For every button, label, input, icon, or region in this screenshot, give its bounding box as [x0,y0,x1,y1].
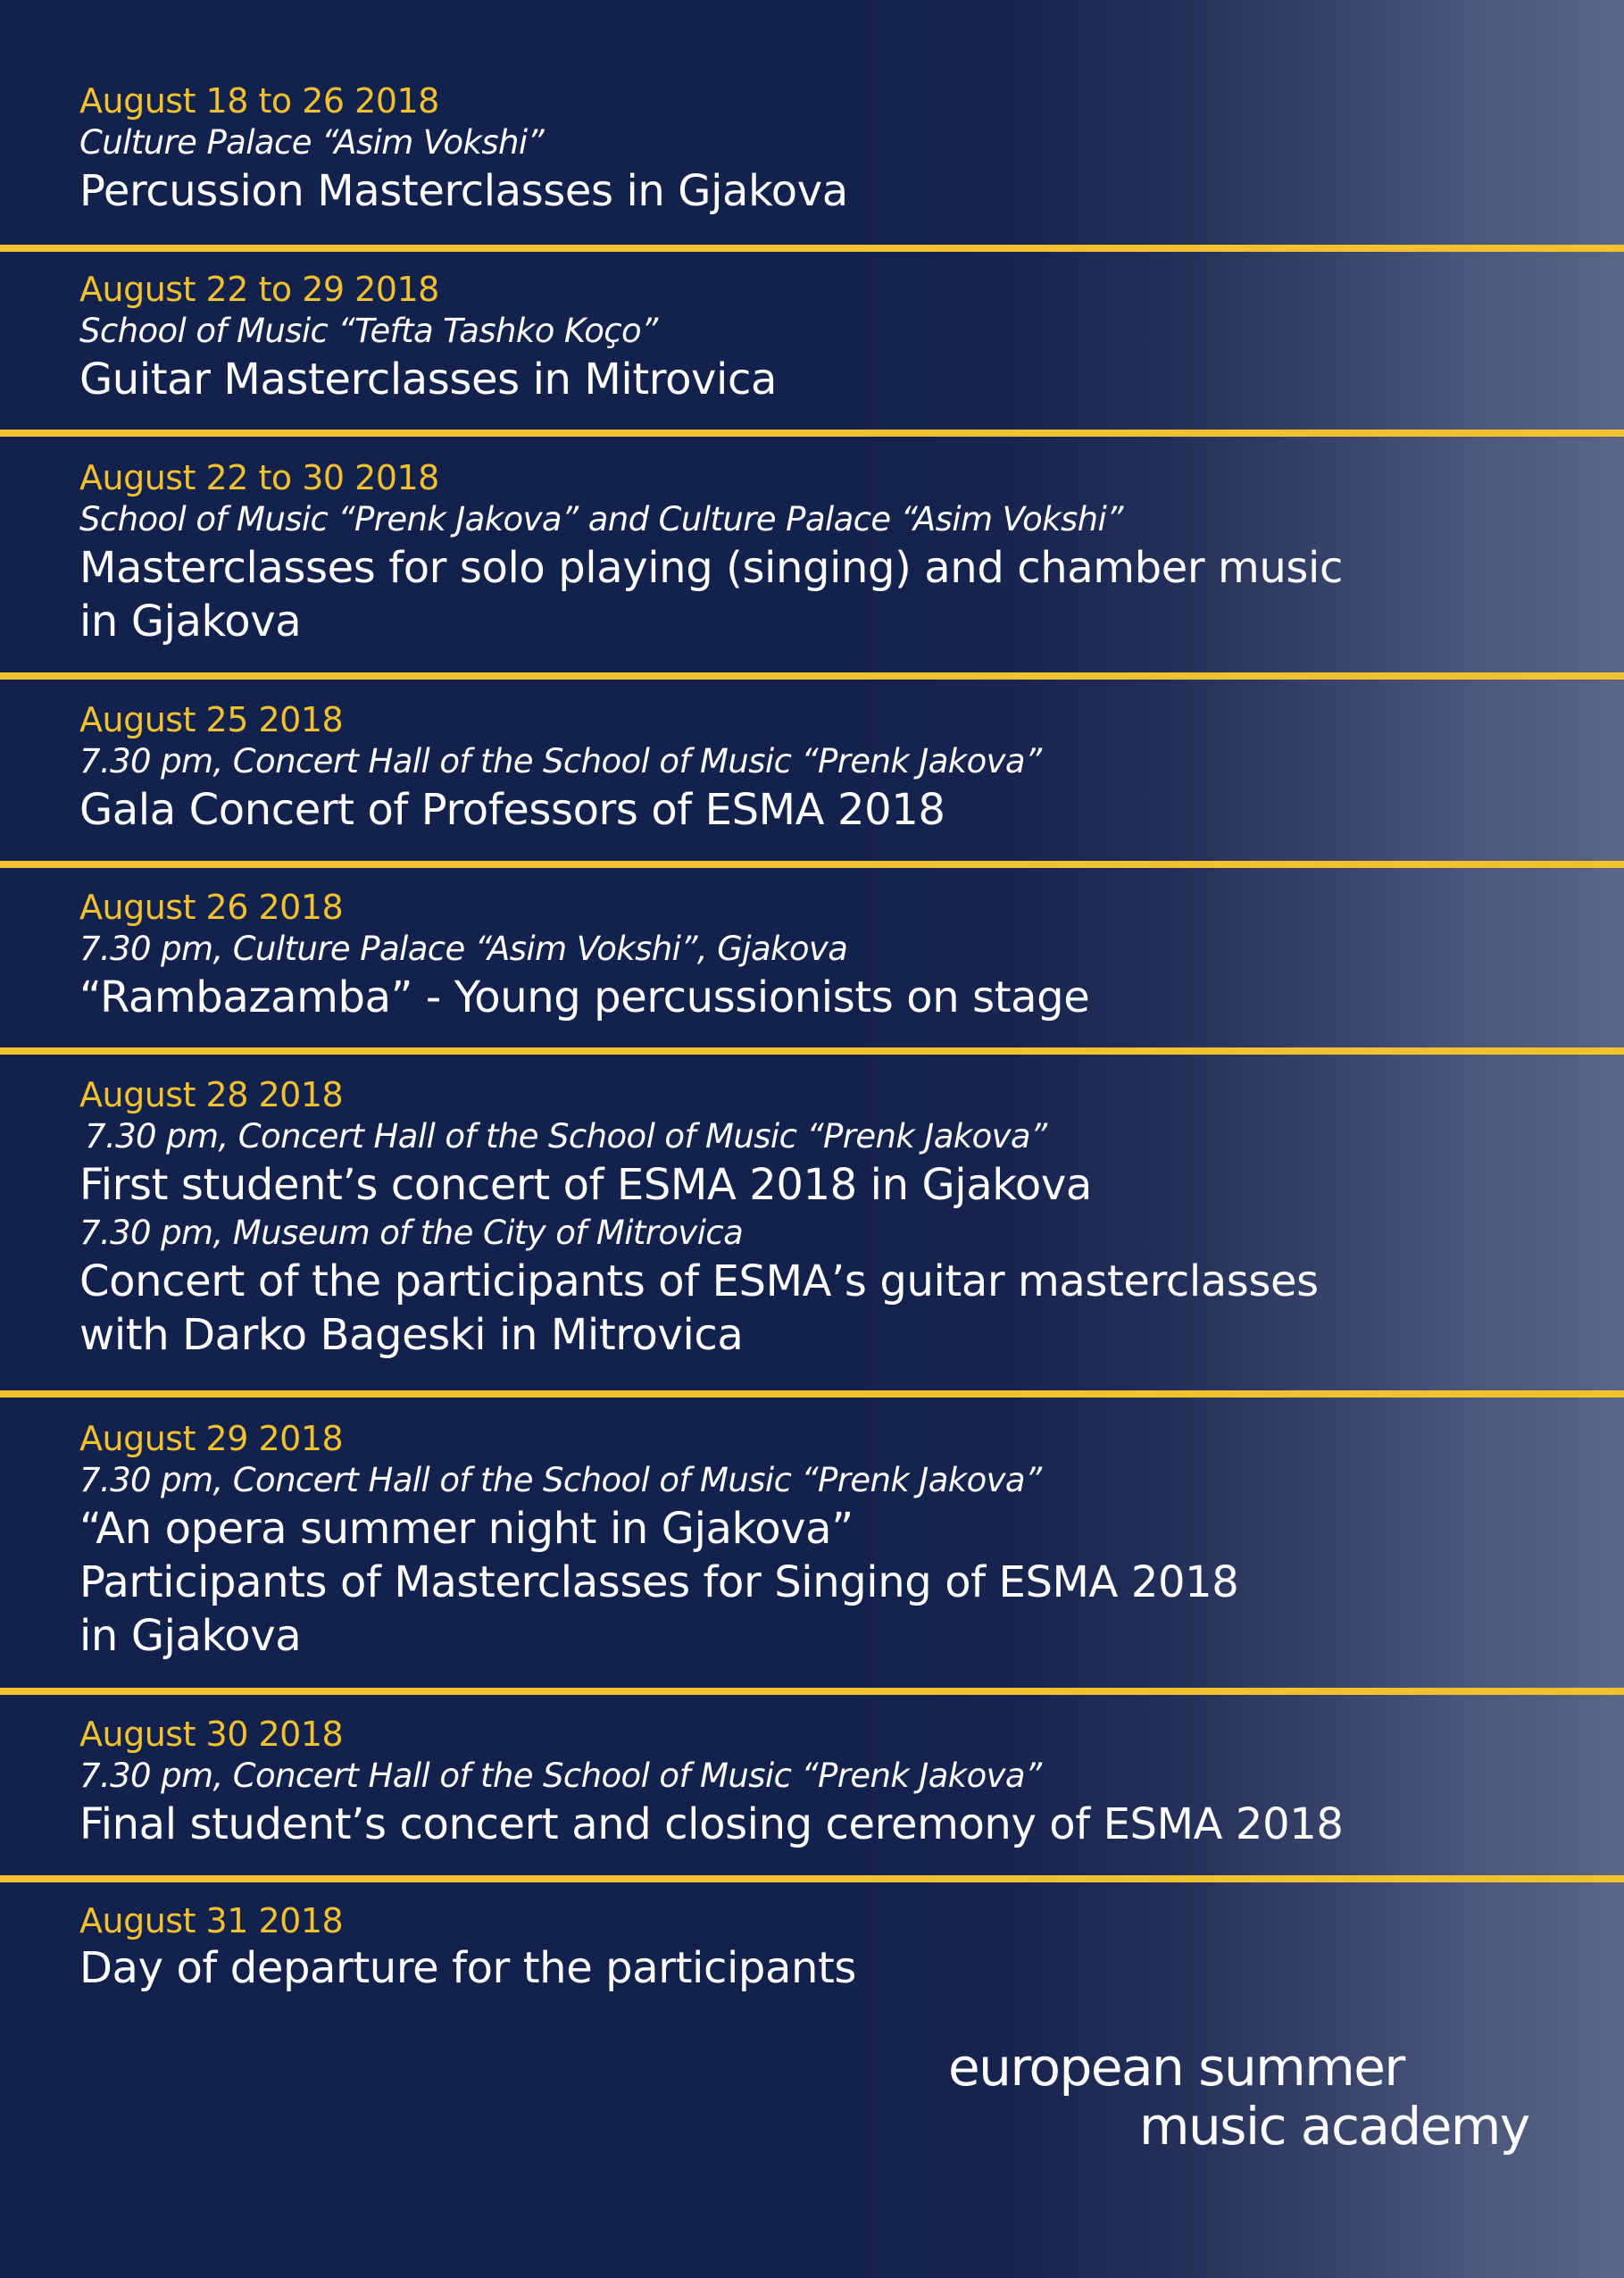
event-venue: Culture Palace “Asim Vokshi” [79,123,545,162]
esma-logo [948,2038,1573,2156]
event-date: August 26 2018 [79,888,344,927]
event-title: Final student’s concert and closing ceremony of ESMA 2018 [79,1799,1344,1849]
logo-line-2: music academy [1139,2096,1529,2157]
event-venue: 7.30 pm, Concert Hall of the School of Music “Prenk Jakova” [79,1461,1042,1499]
event-date: August 22 to 29 2018 [79,270,439,309]
event-item [79,699,1562,837]
logo-line-1: european summer [948,2037,1404,2098]
divider [0,1688,1624,1695]
divider [0,245,1624,252]
divider [0,430,1624,437]
event-item [79,457,1562,648]
divider [0,1047,1624,1055]
event-title: Masterclasses for solo playing (singing) and chamber music [79,543,1343,593]
event-venue: School of Music “Tefta Tashko Koço” [79,312,658,350]
event-date: August 25 2018 [79,700,344,739]
event-date: August 30 2018 [79,1715,344,1754]
event-title: Percussion Masterclasses in Gjakova [79,166,848,216]
event-venue: 7.30 pm, Concert Hall of the School of Music “Prenk Jakova” [79,742,1042,780]
event-title: Day of departure for the participants [79,1943,857,1993]
divider [0,1875,1624,1882]
event-item [79,887,1562,1024]
event-venue: 7.30 pm, Concert Hall of the School of Music “Prenk Jakova” [85,1117,1047,1156]
event-title: Participants of Masterclasses for Singing of ESMA 2018 [79,1557,1239,1607]
divider [0,672,1624,680]
event-date: August 31 2018 [79,1901,344,1940]
event-item [79,1074,1562,1362]
event-date: August 28 2018 [79,1075,344,1114]
event-title: with Darko Bageski in Mitrovica [79,1310,744,1360]
event-item [79,269,1562,406]
event-title: “An opera summer night in Gjakova” [79,1504,854,1554]
event-venue: 7.30 pm, Concert Hall of the School of Music “Prenk Jakova” [79,1756,1042,1795]
event-venue: 7.30 pm, Museum of the City of Mitrovica [79,1214,744,1252]
event-title: Concert of the participants of ESMA’s guitar masterclasses [79,1256,1319,1306]
divider [0,861,1624,868]
event-title: in Gjakova [79,1611,302,1661]
event-date: August 29 2018 [79,1419,344,1458]
event-item [79,1714,1562,1851]
event-date: August 18 to 26 2018 [79,81,439,121]
event-venue: 7.30 pm, Culture Palace “Asim Vokshi”, Gjakova [79,930,848,968]
event-title: in Gjakova [79,597,302,647]
event-item [79,1900,1562,1995]
event-title: Gala Concert of Professors of ESMA 2018 [79,785,945,835]
divider [0,1390,1624,1398]
event-venue: School of Music “Prenk Jakova” and Culture Palace “Asim Vokshi” [79,500,1123,538]
event-title: Guitar Masterclasses in Mitrovica [79,355,777,405]
event-title: First student’s concert of ESMA 2018 in Gjakova [79,1160,1092,1210]
event-item [79,1418,1562,1663]
event-title: “Rambazamba” - Young percussionists on stage [79,972,1090,1022]
event-item [79,80,1562,218]
event-date: August 22 to 30 2018 [79,458,439,497]
